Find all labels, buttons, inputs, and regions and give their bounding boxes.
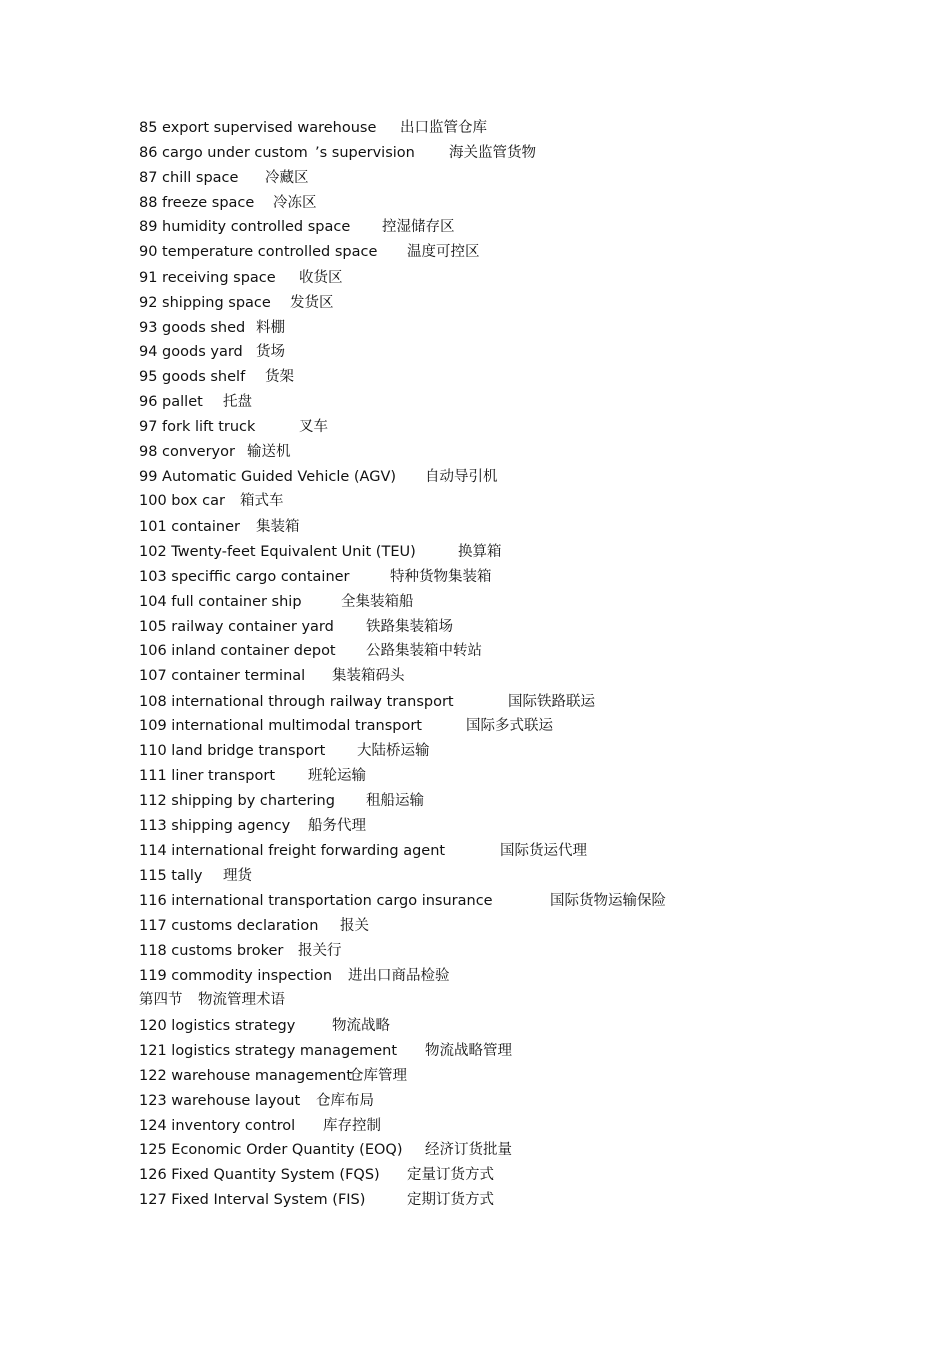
term-translation: 库存控制 xyxy=(323,1118,381,1134)
term-text: 118 customs broker xyxy=(139,943,284,959)
term-text: 99 Automatic Guided Vehicle (AGV) xyxy=(139,469,397,485)
term-text: 125 Economic Order Quantity (EOQ) xyxy=(139,1142,403,1158)
term-text: 120 logistics strategy xyxy=(139,1018,296,1034)
term-translation: 冷藏区 xyxy=(265,170,309,186)
term-translation: 国际货运代理 xyxy=(500,843,587,859)
term-translation: 报关 xyxy=(340,918,369,934)
term-text: 103 speciffic cargo container xyxy=(139,569,350,585)
term-translation: 报关行 xyxy=(298,943,342,959)
term-text: 113 shipping agency xyxy=(139,818,291,834)
term-text: 102 Twenty-feet Equivalent Unit (TEU) xyxy=(139,544,416,560)
term-text: 115 tally xyxy=(139,868,203,884)
term-text: 86 cargo under custom xyxy=(139,145,308,161)
term-translation: 箱式车 xyxy=(240,493,284,509)
term-translation: 海关监管货物 xyxy=(449,145,536,161)
term-translation: 物流管理术语 xyxy=(198,992,285,1008)
term-translation: 输送机 xyxy=(247,444,291,460)
term-text: 87 chill space xyxy=(139,170,239,186)
term-text: 119 commodity inspection xyxy=(139,968,333,984)
term-text: 110 land bridge transport xyxy=(139,743,326,759)
term-text: 91 receiving space xyxy=(139,270,276,286)
term-text: 第四节 xyxy=(139,992,183,1008)
term-text: 111 liner transport xyxy=(139,768,276,784)
term-text: 98 converyor xyxy=(139,444,235,460)
term-text: 121 logistics strategy management xyxy=(139,1043,398,1059)
term-translation: 出口监管仓库 xyxy=(400,120,487,136)
term-text: 126 Fixed Quantity System (FQS) xyxy=(139,1167,380,1183)
term-translation: 班轮运输 xyxy=(308,768,366,784)
term-text: 117 customs declaration xyxy=(139,918,319,934)
term-text: 97 fork lift truck xyxy=(139,419,256,435)
term-text: 116 international transportation cargo insurance xyxy=(139,893,493,909)
term-translation: 国际铁路联运 xyxy=(508,694,595,710)
term-text: 114 international freight forwarding agent xyxy=(139,843,446,859)
term-translation: 经济订货批量 xyxy=(425,1142,512,1158)
term-translation: 铁路集装箱场 xyxy=(366,619,453,635)
term-translation: 国际多式联运 xyxy=(466,718,553,734)
term-translation: 国际货物运输保险 xyxy=(550,893,666,909)
term-translation: 物流战略 xyxy=(332,1018,390,1034)
term-translation: 大陆桥运输 xyxy=(357,743,430,759)
term-translation: 货场 xyxy=(256,344,285,360)
term-translation: 进出口商品检验 xyxy=(348,968,450,984)
term-text: 104 full container ship xyxy=(139,594,302,610)
term-translation: 料棚 xyxy=(256,320,285,336)
term-text: 94 goods yard xyxy=(139,344,243,360)
term-text: 108 international through railway transport xyxy=(139,694,454,710)
term-text: 89 humidity controlled space xyxy=(139,219,351,235)
term-text: 92 shipping space xyxy=(139,295,271,311)
term-translation: 全集装箱船 xyxy=(341,594,414,610)
term-translation: 收货区 xyxy=(299,270,343,286)
term-translation: 租船运输 xyxy=(366,793,424,809)
term-translation: 定期订货方式 xyxy=(407,1192,494,1208)
term-text: 123 warehouse layout xyxy=(139,1093,301,1109)
term-translation: 发货区 xyxy=(290,295,334,311)
term-translation: 托盘 xyxy=(223,394,252,410)
term-translation: 公路集装箱中转站 xyxy=(366,643,482,659)
term-translation: 定量订货方式 xyxy=(407,1167,494,1183)
term-text: 112 shipping by chartering xyxy=(139,793,335,809)
term-text: 85 export supervised warehouse xyxy=(139,120,377,136)
term-translation: 换算箱 xyxy=(458,544,502,560)
term-text: 93 goods shed xyxy=(139,320,246,336)
term-translation: 理货 xyxy=(223,868,252,884)
term-translation: 集装箱 xyxy=(256,519,300,535)
term-translation: 温度可控区 xyxy=(407,244,480,260)
term-translation: 集装箱码头 xyxy=(332,668,405,684)
term-text: 90 temperature controlled space xyxy=(139,244,378,260)
term-translation: 货架 xyxy=(265,369,294,385)
term-text: 124 inventory control xyxy=(139,1118,296,1134)
term-translation: 仓库管理 xyxy=(349,1068,407,1084)
term-text: 101 container xyxy=(139,519,240,535)
term-text: 96 pallet xyxy=(139,394,203,410)
term-text: 105 railway container yard xyxy=(139,619,334,635)
term-text: 106 inland container depot xyxy=(139,643,336,659)
term-translation: 叉车 xyxy=(299,419,328,435)
term-text: ’s supervision xyxy=(315,145,415,161)
term-text: 95 goods shelf xyxy=(139,369,246,385)
term-translation: 船务代理 xyxy=(308,818,366,834)
term-translation: 控湿储存区 xyxy=(382,219,455,235)
term-translation: 自动导引机 xyxy=(425,469,498,485)
term-translation: 仓库布局 xyxy=(316,1093,374,1109)
term-text: 107 container terminal xyxy=(139,668,306,684)
term-text: 127 Fixed Interval System (FIS) xyxy=(139,1192,366,1208)
term-translation: 特种货物集装箱 xyxy=(390,569,492,585)
term-translation: 冷冻区 xyxy=(273,195,317,211)
term-translation: 物流战略管理 xyxy=(425,1043,512,1059)
term-text: 100 box car xyxy=(139,493,225,509)
term-text: 88 freeze space xyxy=(139,195,255,211)
term-text: 109 international multimodal transport xyxy=(139,718,422,734)
term-text: 122 warehouse management xyxy=(139,1068,353,1084)
